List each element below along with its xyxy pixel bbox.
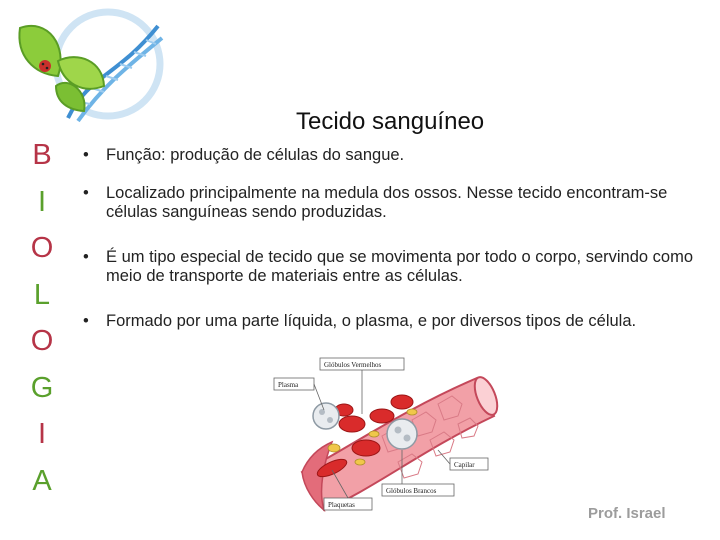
label-plasma: Plasma	[278, 381, 299, 389]
bullet-list	[80, 140, 716, 331]
sidebar-letter: A	[32, 464, 52, 497]
bullet-item: • Localizado principalmente na medula dos ossos. Nesse tecido encontram-se células sanguíneas sendo produzidas.	[80, 184, 716, 222]
sidebar-letter: O	[30, 232, 54, 264]
blood-vessel-diagram	[262, 350, 500, 518]
bullet-item: • Formado por uma parte líquida, o plasma, e por diversos tipos de célula.	[80, 312, 716, 331]
sidebar-letter: O	[30, 325, 54, 357]
biologia-vertical-title	[24, 132, 60, 504]
sidebar-letter: L	[33, 278, 51, 311]
sidebar-letter: B	[32, 139, 52, 171]
label-red-cells: Glóbulos Vermelhos	[324, 361, 382, 369]
sidebar-letter: I	[37, 185, 47, 218]
bullet-item: • É um tipo especial de tecido que se movimenta por todo o corpo, servindo como meio de transporte de materiais entre as células.	[80, 248, 716, 286]
label-white-cells: Glóbulos Brancos	[386, 487, 437, 495]
biology-logo	[8, 6, 168, 128]
sidebar-letter: I	[37, 418, 47, 450]
label-platelets: Plaquetas	[328, 501, 355, 509]
author-signature: Prof. Israel	[588, 505, 666, 522]
sidebar-letter: G	[30, 371, 54, 404]
slide-title: Tecido sanguíneo	[296, 108, 485, 135]
label-capillary: Capilar	[454, 461, 475, 469]
bullet-item: • Função: produção de células do sangue.	[80, 146, 716, 165]
